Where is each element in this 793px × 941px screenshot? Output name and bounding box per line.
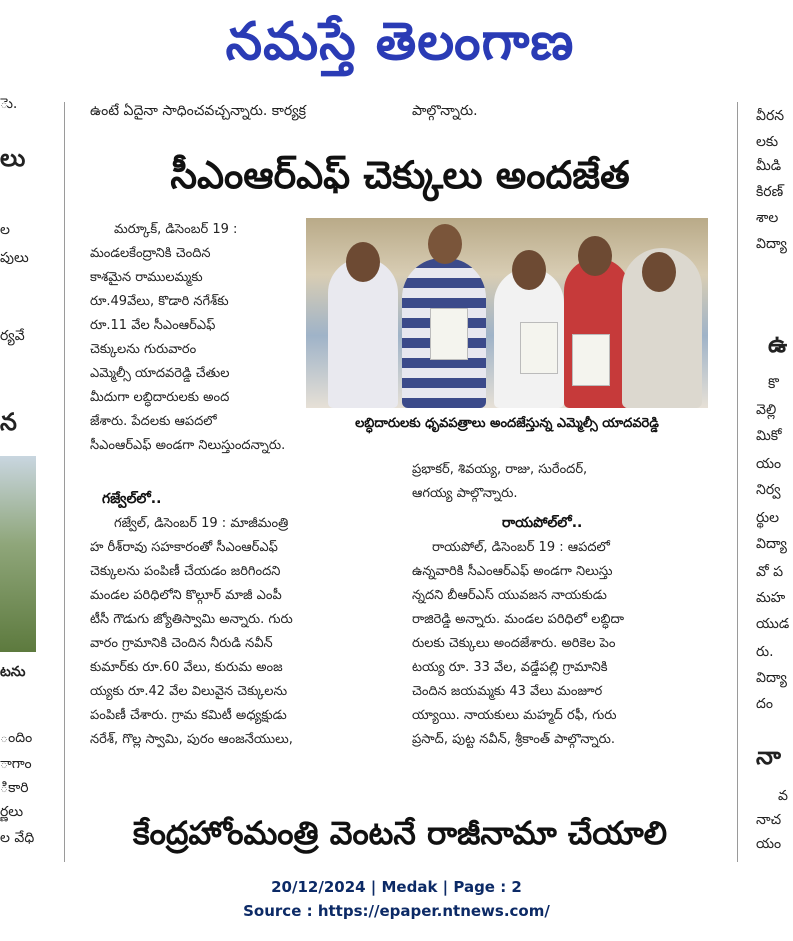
article-photo: [306, 218, 708, 408]
left-fragment: లు: [0, 144, 26, 172]
paragraph-line: ఉన్నవారికి సీఎంఆర్‌ఎఫ్ అండగా నిలుస్తు: [412, 564, 613, 579]
left-fragment: ల: [0, 222, 10, 238]
right-fragment: యుడ: [756, 616, 790, 632]
paragraph-line: పంపిణీ చేశారు. గ్రామ కమిటీ అధ్యక్షుడు: [90, 708, 287, 723]
paragraph-line: రూ.11 వేల సీఎంఆర్‌ఎఫ్: [90, 318, 216, 333]
right-fragment: వీరన: [756, 108, 785, 124]
paragraph-line: రులకు చెక్కులు అందజేశారు. అరికెల పెం: [412, 636, 616, 651]
paragraph-line: చెక్కులను గురువారం: [90, 342, 197, 357]
paragraph-line: మండలకేంద్రానికి చెందిన: [90, 246, 211, 261]
paragraph-line: మీదుగా లబ్ధిదారులకు అంద: [90, 390, 230, 405]
left-fragment: ర్యవే: [0, 328, 25, 344]
left-fragment: ాగాం: [0, 756, 32, 772]
bottom-article-headline: కేంద్రహోంమంత్రి వెంటనే రాజీనామా చేయాలి: [132, 814, 668, 852]
right-fragment: శాల: [756, 210, 779, 226]
right-fragment: ఉ: [768, 330, 788, 358]
photo-person-head: [346, 242, 380, 282]
left-fragment: ర్ణలు: [0, 804, 24, 820]
right-fragment: వెల్లి: [756, 402, 777, 418]
masthead: [0, 0, 793, 88]
right-fragment: దం: [756, 696, 773, 712]
paragraph-line: మండల పరిధిలోని కొల్గూర్ మాజీ ఎంపీ: [90, 588, 282, 603]
paragraph-line: వారం గ్రామానికి చెందిన నీరుడి నవీన్: [90, 636, 273, 651]
left-fragment: ందిం: [0, 730, 33, 746]
paragraph-line: రాజిరెడ్డి అన్నారు. మండల పరిధిలో లబ్ధిదా: [412, 612, 624, 627]
paragraph-line: చెక్కులను పంపిణీ చేయడం జరిగిందని: [90, 564, 281, 579]
right-fragment: కొ: [768, 376, 779, 392]
paragraph-line: టీసీ గౌడుగు జ్యోతిస్వామి అన్నారు. గురు: [90, 612, 293, 627]
right-fragment: యం: [756, 836, 782, 852]
footer-date-line: 20/12/2024 | Medak | Page : 2: [271, 878, 522, 896]
paragraph-line: చెందిన జయమ్మకు 43 వేలు మంజూర: [412, 684, 603, 699]
carryover-text-right: పాల్గొన్నారు.: [412, 103, 478, 119]
paragraph-line: య్యకు రూ.42 వేల విలువైన చెక్కులను: [90, 684, 288, 699]
right-fragment: కిరణ్: [756, 184, 784, 200]
right-fragment: విద్యా: [756, 670, 787, 686]
paragraph-line: టయ్య రూ. 33 వేల, వడ్డేపల్లి గ్రామానికి: [412, 660, 608, 675]
right-fragment: లకు: [756, 134, 779, 150]
right-fragment: మీడి: [756, 158, 782, 174]
photo-person-head: [642, 252, 676, 292]
right-fragment: విద్యా: [756, 236, 787, 252]
certificate-paper: [520, 322, 558, 374]
paragraph-line: కాశమైన రాములమ్మకు: [90, 270, 203, 285]
paragraph-line: ప్రసాద్, పుట్ట నవీన్, శ్రీకాంత్ పాల్గొన్నారు.: [412, 732, 615, 747]
paragraph-line: న్నదని బీఆర్‌ఎస్ యువజన నాయకుడు: [412, 588, 607, 603]
left-fragment: ికారి: [0, 780, 29, 796]
right-fragment: వ: [778, 788, 788, 804]
paragraph-line: ఎమ్మెల్సీ యాదవరెడ్డి చేతుల: [90, 366, 230, 381]
paragraph-line: రాయపోల్, డిసెంబర్ 19 : ఆపదలో: [432, 540, 610, 555]
left-fragment: ల వేధి: [0, 830, 35, 846]
right-fragment: రు.: [756, 644, 774, 660]
carryover-text-left: ఉంటే ఏదైనా సాధించవచ్చన్నారు. కార్యక్ర: [90, 103, 306, 119]
paragraph-line: మర్కూక్, డిసెంబర్ 19 :: [114, 222, 238, 237]
section-subhead: రాయపోల్‌లో..: [502, 515, 583, 531]
article-headline: సీఎంఆర్‌ఎఫ్ చెక్కులు అందజేత: [170, 153, 630, 197]
column-divider-right: [737, 102, 738, 862]
article-paragraph-continued: [412, 458, 702, 506]
article-paragraph-gajwel: [90, 512, 398, 752]
left-fragment: పులు: [0, 250, 29, 266]
footer-source-link[interactable]: Source : https://epaper.ntnews.com/: [243, 902, 550, 920]
right-fragment: మహ: [756, 590, 786, 606]
paragraph-line: రూ.49వేలు, కొడారి నగేశ్‌కు: [90, 294, 229, 309]
right-fragment: ర్థుల: [756, 510, 780, 526]
left-fragment: టను: [0, 664, 26, 680]
paragraph-line: య్యాయి. నాయకులు మహ్మద్ రఫీ, గురు: [412, 708, 617, 723]
right-fragment: మికో: [756, 428, 782, 444]
paragraph-line: సీఎంఆర్‌ఎఫ్ అండగా నిలుస్తుందన్నారు.: [90, 438, 286, 453]
section-subhead: గజ్వేల్‌లో..: [102, 491, 162, 507]
article-intro-paragraph: [90, 218, 300, 458]
right-fragment: నిర్వ: [756, 482, 781, 498]
paragraph-line: జేశారు. పేదలకు ఆపదలో: [90, 414, 217, 429]
photo-person-head: [428, 224, 462, 264]
paragraph-line: ఆగయ్య పాల్గొన్నారు.: [412, 486, 518, 501]
right-fragment: నాచ: [756, 812, 782, 828]
right-fragment: నా: [756, 742, 781, 770]
photo-person-head: [512, 250, 546, 290]
left-fragment: న: [0, 408, 17, 436]
certificate-paper: [572, 334, 610, 386]
newspaper-logo: నమస్తే తెలంగాణ: [225, 12, 575, 72]
paragraph-line: నరేశ్, గొల్ల స్వామి, పురం ఆంజనేయులు,: [90, 732, 293, 747]
left-fragment: ెు.: [0, 96, 18, 112]
paragraph-line: గజ్వేల్, డిసెంబర్ 19 : మాజీమంత్రి: [114, 516, 289, 531]
certificate-paper: [430, 308, 468, 360]
right-fragment: యం: [756, 456, 782, 472]
right-fragment: విద్యా: [756, 536, 787, 552]
paragraph-line: కుమార్‌కు రూ.60 వేలు, కురుమ అంజ: [90, 660, 283, 675]
left-photo: [0, 456, 36, 652]
photo-caption: లబ్ధిదారులకు ధృవపత్రాలు అందజేస్తున్న ఎమ్మెల్సీ యాదవరెడ్డి: [355, 416, 659, 431]
right-fragment: వో ప: [756, 564, 784, 580]
article-paragraph-rayapol: [412, 536, 704, 752]
paragraph-line: హ రీశ్‌రావు సహకారంతో సీఎంఆర్‌ఎఫ్: [90, 540, 278, 555]
photo-person-head: [578, 236, 612, 276]
column-divider-left: [64, 102, 65, 862]
paragraph-line: ప్రభాకర్, శివయ్య, రాజు, సురేందర్,: [412, 462, 588, 477]
